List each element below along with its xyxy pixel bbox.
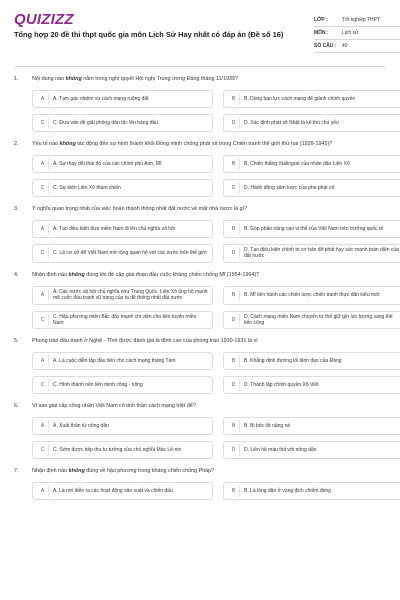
option-text: D. Thành lập chính quyền Xô Viết [244,382,319,389]
question-text-emphasis: không [65,76,82,82]
option-letter-badge: A [37,223,49,235]
question-item [14,403,386,459]
option-letter-badge: D [228,247,240,259]
meta-label: SỐ CÂU : [314,43,337,49]
meta-value: 40 [342,43,348,49]
answer-options [14,286,393,330]
meta-label: LỚP : [314,17,328,23]
option-text: C. Sự kiện Liên Xô tham chiến [53,184,121,191]
option-letter-badge: C [37,444,49,456]
answer-option[interactable] [223,244,400,263]
question-text-pre: Yếu tố nào [32,141,60,147]
option-letter-badge: C [37,182,49,194]
answer-option[interactable] [223,482,400,500]
option-letter-badge: B [228,485,240,497]
question-text-pre: Nội dung nào [32,76,66,82]
answer-option[interactable] [223,114,400,132]
question-item [14,468,386,500]
question-header [14,76,386,84]
answer-options [14,155,386,197]
question-text [32,403,386,411]
meta-row-class [314,14,400,27]
meta-value: Tốt nghiệp THPT [342,17,380,23]
question-text-pre: Nhận định nào [32,468,69,475]
question-item [14,206,399,263]
question-text-pre: Vì sao giai cấp công nhân Việt Nam có tinh thần cách mạng triệt để? [32,403,196,410]
option-text: C. Sớm được tiếp thu tư tưởng của chủ nghĩa Mác Lê-nin [53,447,182,454]
question-number: 1. [14,76,19,82]
question-header [14,468,386,476]
answer-option[interactable] [32,179,213,197]
question-header [14,403,386,411]
option-text: C. Hình thành nên liên minh công - nông [53,382,143,389]
question-header [14,272,386,280]
option-text: B. Dùng bạo lực cách mạng để giành chính quyền [244,95,356,102]
option-letter-badge: A [37,420,49,432]
answer-option[interactable] [223,179,400,197]
meta-row-subject [314,27,400,40]
answer-option[interactable] [223,220,400,238]
question-header [14,206,386,214]
option-text: A. Là cuộc diễn tập đầu tiên cho cách mạng tháng Tám [53,358,176,365]
answer-option[interactable] [223,155,400,173]
question-text [32,206,386,214]
option-letter-badge: B [228,93,240,105]
question-number: 3. [14,206,19,212]
option-text: B. Bị bóc lột nặng nề [244,423,291,430]
worksheet-header [14,10,386,62]
question-text-emphasis: không [68,271,85,278]
option-text: B. Góp phần nâng cao vị thế của Việt Nam trên trường quốc tế [244,225,384,232]
question-item [14,141,386,197]
question-list [14,76,399,509]
option-letter-badge: A [37,158,49,170]
answer-option[interactable] [32,441,213,459]
question-number: 7. [14,468,19,475]
option-letter-badge: D [228,444,240,456]
answer-option[interactable] [32,114,213,132]
option-letter-badge: A [37,289,49,301]
logo-text: QUIZIZZ [14,10,74,28]
answer-options [14,482,386,500]
question-text-pre: Phong trào đấu tranh ở Nghệ - Tĩnh được đánh giá là đỉnh cao của phong trào 1930-1931 là vì [32,338,258,345]
question-number: 2. [14,141,19,147]
question-text-emphasis: không [68,468,85,475]
answer-option[interactable] [32,376,213,394]
answer-option[interactable] [32,482,213,500]
question-text [32,76,386,84]
worksheet-title: Tổng hợp 20 đề thi thpt quốc gia môn Lịch Sử Hay nhất có đáp án (Đề số 16) [14,30,284,39]
answer-option[interactable] [32,286,213,305]
question-text-pre: Ý nghĩa quan trọng nhất của việc hoàn thành thống nhất đất nước về mặt nhà nước là gì? [32,206,248,212]
option-letter-badge: B [228,355,240,367]
question-text-post: tác động đến sự hình thành khối Đồng minh chống phát xít trong Chiến tranh thế giới thứ hai (1939-1945)? [75,141,333,147]
answer-option[interactable] [223,352,400,370]
answer-option[interactable] [32,90,213,108]
option-letter-badge: D [228,379,240,391]
answer-option[interactable] [32,244,213,263]
worksheet-meta [314,14,400,53]
option-text: B. Là lòng dân ở vùng địch chiếm đóng [244,488,331,495]
option-text: B. Khẳng định đường lối lãnh đạo của Đảng [244,358,342,365]
option-letter-badge: A [37,485,49,497]
answer-option[interactable] [32,352,213,370]
meta-row-count [314,40,400,53]
answer-option[interactable] [223,417,400,435]
question-header [14,338,386,346]
answer-options [14,352,386,394]
option-text: A. Các nước xã hội chủ nghĩa như Trung Quốc, Liên Xô ủng hộ mạnh mẽ cuộc đấu tranh vũ trang của ta để thống nhất đất nước [53,288,208,302]
meta-value: Lịch sử [342,30,359,36]
answer-option[interactable] [32,311,213,330]
question-text-post: nằm trong nghị quyết Hội nghị Trung ương Đảng tháng 11/1939? [81,76,239,82]
question-text-post: đúng về hậu phương trong kháng chiến chống Pháp? [84,468,215,475]
option-letter-badge: C [37,247,49,259]
answer-option[interactable] [223,286,400,305]
option-letter-badge: B [228,223,240,235]
option-text: D. Cách mạng miền Nam chuyển từ thế giữ gìn lực lượng sang thế tiến công [244,313,393,327]
question-header [14,141,386,149]
option-letter-badge: B [228,158,240,170]
option-text: A. Tạo điều kiện đưa miền Nam đi lên chủ nghĩa xã hội [53,225,175,232]
option-letter-badge: D [228,117,240,129]
option-letter-badge: D [228,182,240,194]
option-text: B. Mĩ tiến hành các chiến lược chiến tranh thực dân kiểu mới [244,292,380,299]
option-letter-badge: B [228,289,240,301]
question-text [32,141,386,149]
question-text [32,338,386,346]
question-item [14,271,393,330]
option-text: C. Đưa vấn đề giải phóng dân tộc lên hàng đầu [53,119,159,126]
question-item [14,76,386,132]
option-letter-badge: A [37,355,49,367]
answer-option[interactable] [223,376,400,394]
question-number: 4. [14,271,19,278]
question-text-emphasis: không [59,141,76,147]
question-text-pre: Nhận định nào [32,271,69,278]
question-text-post: đúng khi đề cập giai đoạn đầu cuộc kháng chiến chống Mĩ (1954-1964)? [84,271,260,278]
option-text: D. Tạo điều kiện chính trị cơ bản để phát huy sức mạnh toàn diện của đất nước [244,247,399,260]
option-letter-badge: A [37,93,49,105]
answer-option[interactable] [32,417,213,435]
answer-options [14,220,399,263]
header-divider [14,66,386,67]
option-letter-badge: C [37,379,49,391]
question-text [32,468,386,476]
option-text: A. Xuất thân từ nông dân [53,423,109,430]
option-letter-badge: B [228,420,240,432]
option-text: C. Là cơ sở để Việt Nam mở rộng quan hệ với các nước trên thế giới [53,250,207,257]
question-number: 5. [14,338,19,345]
question-item [14,338,386,394]
option-text: D. Xác định phát xít Nhật là kẻ thù chủ yếu [244,119,339,126]
option-text: D. Hành động xâm lược của phe phát xít [244,184,335,191]
question-text [32,272,386,280]
option-letter-badge: C [37,117,49,129]
option-text: A. Sự thay đổi thái độ của các chính phủ Anh, Mĩ [53,160,162,167]
answer-option[interactable] [223,441,400,459]
quizizz-logo [14,10,74,28]
answer-option[interactable] [32,155,213,173]
option-text: D. Liên hệ máu thịt với nông dân [244,447,317,454]
answer-option[interactable] [32,220,213,238]
answer-option[interactable] [223,90,400,108]
question-number: 6. [14,403,19,410]
option-text: A. Là nơi diễn ra các hoạt động sản xuất và chiến đấu [53,488,173,495]
option-text: A. Tạm gác nhiệm vụ cách mạng ruộng đất [53,95,149,102]
answer-options [14,417,386,459]
answer-option[interactable] [223,311,400,330]
answer-options [14,90,386,132]
option-letter-badge: D [228,314,240,326]
option-letter-badge: C [37,314,49,326]
meta-label: MÔN : [314,30,329,36]
option-text: C. Hậu phương miền Bắc đẩy mạnh chi viện cho tiền tuyến miền Nam [53,313,197,327]
option-text: B. Chiến thắng Xtalingrat của nhân dân Liên Xô [244,160,350,167]
